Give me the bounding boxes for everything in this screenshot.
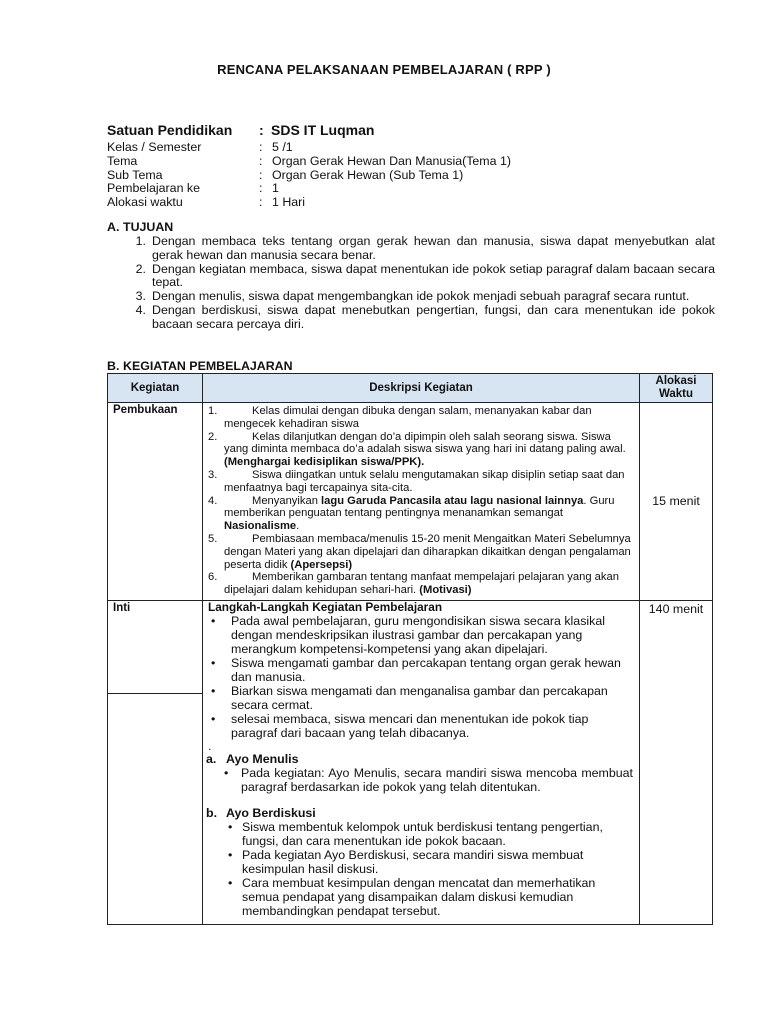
identity-label: Alokasi waktu — [107, 195, 183, 210]
section-heading — [107, 220, 715, 234]
school-value: SDS IT Luqman — [271, 122, 375, 138]
identity-row — [107, 155, 707, 169]
colon: : — [259, 153, 263, 168]
item-number: 6. — [208, 571, 218, 584]
list-item — [107, 290, 715, 304]
item-number: 3. — [208, 468, 218, 481]
item-number: 1. — [208, 405, 218, 417]
sub-heading-ayo-menulis — [206, 752, 633, 766]
identity-value: Organ Gerak Hewan (Sub Tema 1) — [272, 167, 464, 182]
list-item — [206, 656, 633, 684]
item-text: Siswa mengamati gambar dan percakapan tentang organ gerak hewan dan manusia. — [231, 655, 621, 684]
sub-heading-ayo-berdiskusi — [206, 806, 633, 820]
item-number: 1. — [135, 234, 146, 248]
item-emphasis: (Motivasi) — [419, 584, 472, 597]
sub-title: Ayo Menulis — [226, 751, 299, 766]
item-text: . — [296, 520, 300, 533]
ayo-berdiskusi-bullets — [206, 820, 633, 918]
school-label: Satuan Pendidikan — [107, 122, 233, 138]
kegiatan-table — [107, 373, 713, 925]
identity-row — [107, 169, 707, 183]
item-number: 3. — [135, 289, 146, 304]
list-item — [206, 848, 633, 876]
list-item — [206, 712, 633, 740]
list-item — [208, 571, 634, 597]
bullet-icon: • — [228, 819, 233, 834]
item-text: Dengan membaca teks tentang organ gerak hewan dan manusia, siswa dapat menyebutkan alat gerak hewan dan manusia secara benar. — [152, 234, 715, 262]
section-title: KEGIATAN PEMBELAJARAN — [123, 359, 293, 373]
inti-time: 140 menit — [640, 600, 713, 924]
pembukaan-time: 15 menit — [640, 403, 713, 601]
header-deskripsi: Deskripsi Kegiatan — [203, 374, 640, 403]
identity-row — [107, 182, 707, 196]
item-emphasis: (Apersepsi) — [290, 558, 353, 571]
colon: : — [259, 181, 263, 196]
list-item — [107, 304, 715, 332]
item-text: Pada kegiatan Ayo Berdiskusi, secara mandiri siswa membuat kesimpulan hasil diskusi. — [242, 847, 584, 876]
section-letter: A. — [107, 220, 120, 234]
header-kegiatan: Kegiatan — [108, 374, 203, 403]
item-text: Menyanyikan — [252, 494, 318, 507]
sub-letter: b. — [206, 805, 218, 820]
row-label-pembukaan: Pembukaan — [108, 403, 203, 601]
inti-bullets — [206, 614, 633, 740]
bullet-icon: • — [211, 683, 216, 698]
identity-label: Pembelajaran ke — [107, 181, 200, 196]
list-item — [206, 876, 633, 918]
inti-label: Inti — [113, 601, 131, 614]
item-text: Biarkan siswa mengamati dan menganalisa gambar dan percakapan secara cermat. — [231, 683, 608, 712]
row-label-inti — [108, 600, 203, 924]
section-title: TUJUAN — [123, 220, 174, 234]
table-row — [108, 600, 713, 924]
bullet-icon: • — [228, 847, 233, 862]
item-text: Kelas dilanjutkan dengan do’a dipimpin oleh salah seorang siswa. Siswa yang diminta membaca do’a adalah siswa siswa yang hari ini datang paling awal. — [224, 430, 626, 456]
dot-line: . — [208, 738, 212, 753]
item-text: Cara membuat kesimpulan dengan mencatat dan memerhatikan semua pendapat yang disampaikan dalam diskusi kemudian membandingkan pendapat tersebut. — [242, 875, 596, 918]
bullet-icon: • — [211, 711, 216, 726]
item-number: 4. — [208, 494, 218, 507]
colon: : — [259, 140, 263, 154]
list-item — [208, 431, 634, 469]
identity-row — [107, 141, 707, 155]
identity-value: 1 Hari — [272, 195, 306, 210]
item-text: Memberikan gambaran tentang manfaat mempelajari pelajaran yang akan dipelajari dalam kehidupan sehari-hari. — [224, 571, 619, 597]
inti-description — [203, 600, 640, 924]
list-item — [206, 684, 633, 712]
item-emphasis: lagu Garuda Pancasila atau lagu nasional lainnya — [321, 494, 584, 507]
inti-heading: Langkah-Langkah Kegiatan Pembelajaran — [208, 599, 443, 614]
tujuan-list — [107, 235, 715, 332]
identity-label: Kelas / Semester — [107, 140, 202, 154]
item-text: Pada kegiatan: Ayo Menulis, secara mandiri siswa mencoba membuat paragraf berdasarkan ide pokok yang telah ditentukan. — [241, 765, 633, 794]
item-text: selesai membaca, siswa mencari dan menentukan ide pokok tiap paragraf dari bacaan yang telah dibacanya. — [231, 711, 589, 740]
item-text: Pada awal pembelajaran, guru mengondisikan siswa secara klasikal dengan mendeskripsikan ilustrasi gambar dan percakapan yang merangkum kompetensi-kompetensi yang akan dipelajari. — [231, 613, 605, 656]
list-item — [208, 469, 634, 495]
item-text: Dengan kegiatan membaca, siswa dapat menentukan ide pokok setiap paragraf dalam bacaan secara tepat. — [152, 261, 715, 290]
item-number: 2. — [208, 430, 218, 443]
identity-value: 1 — [272, 181, 279, 196]
bullet-icon: • — [228, 875, 233, 890]
table-row — [108, 403, 713, 601]
section-letter: B. — [107, 359, 120, 373]
item-text: Kelas dimulai dengan dibuka dengan salam, menanyakan kabar dan mengecek kehadiran siswa — [224, 405, 592, 430]
list-item — [206, 820, 633, 848]
table-header-row — [108, 374, 713, 403]
list-item — [107, 235, 715, 263]
item-number: 4. — [135, 302, 146, 317]
item-text: Dengan menulis, siswa dapat mengembangkan ide pokok menjadi sebuah paragraf secara runtut. — [152, 289, 690, 304]
list-item — [206, 766, 633, 794]
item-text: Pembiasaan membaca/menulis 15-20 menit Mengaitkan Materi Sebelumnya dengan Materi yang akan dipelajari dan diharapkan dikaitkan dengan pengalaman peserta didik — [224, 532, 631, 571]
colon: : — [259, 122, 264, 138]
section-heading — [107, 359, 293, 373]
sub-title: Ayo Berdiskusi — [226, 805, 316, 820]
item-number: 5. — [208, 532, 218, 545]
identity-label: Tema — [107, 153, 138, 168]
pembukaan-list — [204, 404, 638, 599]
identity-row — [107, 196, 707, 210]
item-text: Dengan berdiskusi, siswa dapat menebutkan pengertian, fungsi, dan cara menentukan ide pokok bacaan secara percaya diri. — [152, 302, 715, 331]
bullet-icon: • — [224, 765, 229, 780]
identity-label: Sub Tema — [107, 167, 163, 182]
item-emphasis: (Menghargai kedisiplikan siswa/PPK). — [224, 456, 425, 469]
list-item — [206, 614, 633, 656]
identity-school-row — [107, 121, 707, 141]
item-number: 2. — [135, 261, 146, 276]
identity-value: 5 /1 — [272, 140, 293, 154]
list-item — [208, 533, 634, 571]
header-alokasi: Alokasi Waktu — [640, 374, 713, 403]
colon: : — [259, 167, 263, 182]
ayo-menulis-bullets — [206, 766, 633, 794]
pembukaan-description — [203, 403, 640, 601]
divider — [108, 693, 202, 694]
page-title: RENCANA PELAKSANAAN PEMBELAJARAN ( RPP ) — [217, 62, 551, 77]
sub-letter: a. — [206, 751, 217, 766]
bullet-icon: • — [211, 655, 216, 670]
identity-value: Organ Gerak Hewan Dan Manusia(Tema 1) — [272, 153, 511, 168]
item-emphasis: Nasionalisme — [224, 520, 297, 533]
identity-block — [107, 121, 707, 210]
item-text: . Guru memberikan penguatan tentang pentingnya menanamkan semangat — [224, 494, 615, 520]
list-item — [208, 405, 634, 431]
tujuan-section — [107, 220, 715, 332]
item-text: Siswa membentuk kelompok untuk berdiskusi tentang pengertian, fungsi, dan cara menentukan ide pokok bacaan. — [242, 819, 603, 848]
list-item — [208, 495, 634, 533]
colon: : — [259, 195, 263, 210]
bullet-icon: • — [211, 613, 216, 628]
list-item — [107, 263, 715, 291]
item-text: Siswa diingatkan untuk selalu mengutamakan sikap disiplin setiap saat dan menfaatnya bagi tercapainya sita-cita. — [224, 468, 625, 494]
